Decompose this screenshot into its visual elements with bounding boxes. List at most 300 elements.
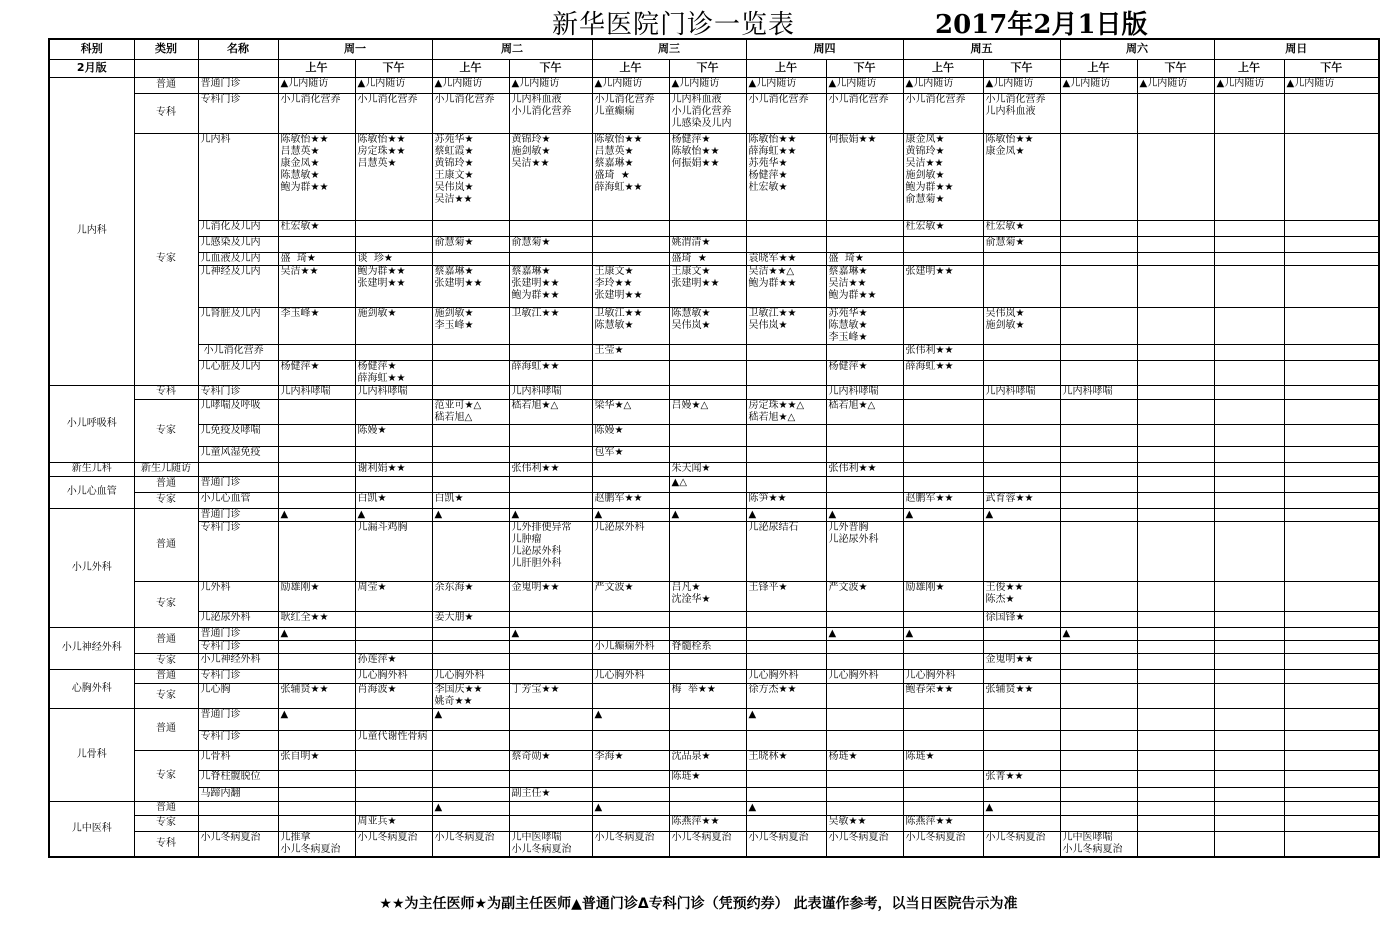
schedule-cell — [509, 669, 592, 683]
clinic-name-cell: 儿内科 — [198, 133, 278, 220]
schedule-cell — [509, 815, 592, 831]
schedule-cell — [1060, 508, 1137, 521]
schedule-cell: ▲ — [826, 508, 903, 521]
schedule-cell — [592, 385, 669, 399]
schedule-cell: 谢利娟★★ — [355, 462, 432, 476]
version-label: 2017年2月1日版 — [935, 10, 1148, 40]
schedule-cell — [1137, 750, 1214, 770]
dept-cell: 小儿神经外科 — [49, 627, 134, 669]
schedule-cell — [1214, 683, 1284, 708]
schedule-cell — [1284, 446, 1379, 462]
schedule-cell — [903, 730, 983, 750]
schedule-cell — [746, 424, 826, 446]
schedule-cell: 薛海虹★★ — [903, 360, 983, 385]
schedule-cell — [1214, 831, 1284, 857]
table-row — [49, 385, 1379, 399]
schedule-cell — [1137, 801, 1214, 815]
schedule-cell: 陈敏怡★★ 薛海虹★★ 苏苑华★ 杨健萍★ 杜宏敏★ — [746, 133, 826, 220]
schedule-cell — [1214, 627, 1284, 640]
schedule-cell: ▲ — [278, 627, 355, 640]
table-row — [49, 399, 1379, 424]
schedule-cell — [669, 730, 746, 750]
schedule-cell: 吴敏★★ — [826, 815, 903, 831]
schedule-cell: 儿外普胸 儿泌尿外科 — [826, 521, 903, 581]
schedule-cell — [1214, 344, 1284, 360]
schedule-cell: ▲ — [432, 708, 509, 730]
schedule-cell: ▲ — [983, 801, 1060, 815]
header-am: 上午 — [278, 59, 355, 77]
schedule-cell — [1214, 385, 1284, 399]
schedule-cell — [278, 462, 355, 476]
schedule-cell — [669, 611, 746, 627]
header-day: 周四 — [746, 39, 903, 59]
schedule-cell: 张辅贤★★ — [983, 683, 1060, 708]
schedule-cell — [355, 708, 432, 730]
schedule-cell — [826, 344, 903, 360]
schedule-cell: 小儿消化营养 儿内科血液 — [983, 93, 1060, 133]
schedule-cell: ▲ — [355, 508, 432, 521]
schedule-cell: 张伟利★★ — [903, 344, 983, 360]
schedule-cell — [355, 399, 432, 424]
schedule-cell — [432, 462, 509, 476]
schedule-cell: ▲ — [592, 708, 669, 730]
schedule-cell: 陈敏怡★★ 吕慧英★ 康金凤★ 陈慧敏★ 鲍为群★★ — [278, 133, 355, 220]
schedule-cell — [1060, 708, 1137, 730]
header-month: 2月版 — [49, 59, 134, 77]
schedule-cell — [746, 446, 826, 462]
schedule-cell — [1060, 446, 1137, 462]
header-am: 上午 — [592, 59, 669, 77]
schedule-cell: 杨健萍★ 陈敏怡★★ 何振娟★★ — [669, 133, 746, 220]
schedule-cell — [509, 476, 592, 492]
schedule-cell: 俞慧菊★ — [432, 236, 509, 252]
dept-cell: 儿骨科 — [49, 708, 134, 801]
clinic-schedule — [48, 38, 1380, 858]
schedule-cell — [1284, 801, 1379, 815]
schedule-cell: ▲儿内随访 — [1214, 77, 1284, 93]
schedule-cell: 陈燕萍★★ — [669, 815, 746, 831]
schedule-cell: 王康文★ 李玲★★ 张建明★★ — [592, 265, 669, 307]
schedule-cell: 儿推拿 小儿冬病夏治 — [278, 831, 355, 857]
schedule-cell — [432, 750, 509, 770]
type-cell: 专家 — [134, 492, 198, 508]
table-row — [49, 611, 1379, 627]
schedule-cell — [983, 265, 1060, 307]
table-row — [49, 236, 1379, 252]
schedule-cell: 儿童代谢性骨病 — [355, 730, 432, 750]
schedule-cell — [669, 801, 746, 815]
schedule-cell — [1284, 708, 1379, 730]
schedule-cell — [983, 750, 1060, 770]
schedule-cell — [355, 236, 432, 252]
schedule-cell: 蔡嘉琳★ 张建明★★ — [432, 265, 509, 307]
schedule-cell — [746, 815, 826, 831]
schedule-cell — [592, 236, 669, 252]
schedule-cell: 施剑敏★ 李玉峰★ — [432, 307, 509, 344]
schedule-cell: ▲儿内随访 — [432, 77, 509, 93]
clinic-name-cell: 专科门诊 — [198, 669, 278, 683]
schedule-cell — [1137, 770, 1214, 787]
schedule-cell — [1214, 399, 1284, 424]
schedule-cell — [432, 385, 509, 399]
schedule-cell — [826, 801, 903, 815]
schedule-cell: 鲍春荣★★ — [903, 683, 983, 708]
schedule-cell: 施剑敏★ — [355, 307, 432, 344]
clinic-name-cell: 儿脊柱髋脱位 — [198, 770, 278, 787]
schedule-cell: ▲ — [1060, 627, 1137, 640]
schedule-cell: ▲ — [432, 508, 509, 521]
schedule-cell — [592, 462, 669, 476]
schedule-cell — [983, 399, 1060, 424]
schedule-cell — [746, 627, 826, 640]
schedule-cell — [1137, 508, 1214, 521]
schedule-cell: ▲儿内随访 — [983, 77, 1060, 93]
schedule-cell — [1284, 581, 1379, 611]
table-row — [49, 708, 1379, 730]
schedule-cell: ▲儿内随访 — [746, 77, 826, 93]
schedule-cell — [1060, 360, 1137, 385]
dept-cell: 心胸外科 — [49, 669, 134, 708]
clinic-name-cell: 儿外科 — [198, 581, 278, 611]
schedule-cell — [903, 787, 983, 801]
schedule-cell: 小儿消化营养 — [432, 93, 509, 133]
schedule-cell — [903, 462, 983, 476]
type-cell: 普通 — [134, 476, 198, 492]
schedule-cell: 姜大朋★ — [432, 611, 509, 627]
schedule-cell: 蔡嘉琳★ 张建明★★ 鲍为群★★ — [509, 265, 592, 307]
header-day: 周二 — [432, 39, 592, 59]
table-row — [49, 730, 1379, 750]
schedule-cell: 耿红全★★ — [278, 611, 355, 627]
schedule-cell — [355, 801, 432, 815]
schedule-cell: 金嵬明★★ — [509, 581, 592, 611]
schedule-cell: 王俊★★ 陈杰★ — [983, 581, 1060, 611]
schedule-cell — [1137, 640, 1214, 653]
schedule-cell — [1214, 669, 1284, 683]
schedule-cell — [278, 669, 355, 683]
schedule-cell — [1214, 492, 1284, 508]
schedule-cell — [355, 611, 432, 627]
schedule-cell — [1060, 399, 1137, 424]
schedule-cell — [592, 476, 669, 492]
schedule-cell — [1060, 462, 1137, 476]
schedule-cell: 儿漏斗鸡胸 — [355, 521, 432, 581]
schedule-cell: 杨健萍★ — [278, 360, 355, 385]
header-day: 周五 — [903, 39, 1060, 59]
clinic-name-cell: 小儿神经外科 — [198, 653, 278, 669]
schedule-cell: 何振娟★★ — [826, 133, 903, 220]
schedule-cell: 盛 琦★ — [278, 252, 355, 265]
schedule-cell — [746, 787, 826, 801]
schedule-cell — [1137, 360, 1214, 385]
type-cell: 普通 — [134, 801, 198, 815]
schedule-cell: 儿内科哮喘 — [826, 385, 903, 399]
schedule-cell: 张菁★★ — [983, 770, 1060, 787]
schedule-cell — [1137, 492, 1214, 508]
clinic-name-cell: 小儿冬病夏治 — [198, 831, 278, 857]
type-cell: 专家 — [134, 581, 198, 627]
dept-cell: 小儿心血管 — [49, 476, 134, 508]
schedule-cell — [903, 770, 983, 787]
clinic-name-cell — [198, 801, 278, 815]
schedule-cell: 励雄刚★ — [903, 581, 983, 611]
type-cell: 专家 — [134, 653, 198, 669]
header-pm: 下午 — [983, 59, 1060, 77]
schedule-cell — [1137, 708, 1214, 730]
schedule-cell: 陈敏怡★★ 吕慧英★ 蔡嘉琳★ 盛琦 ★ 薛海虹★★ — [592, 133, 669, 220]
schedule-cell: 俞慧菊★ — [509, 236, 592, 252]
table-row — [49, 446, 1379, 462]
header-day: 周一 — [278, 39, 432, 59]
schedule-cell: 陈慧敏★ 吴伟岚★ — [669, 307, 746, 344]
clinic-name-cell: 儿神经及儿内 — [198, 265, 278, 307]
schedule-cell: 小儿冬病夏治 — [592, 831, 669, 857]
schedule-cell: 儿内科哮喘 — [355, 385, 432, 399]
schedule-cell — [1137, 831, 1214, 857]
schedule-cell — [1284, 385, 1379, 399]
schedule-cell: 儿心胸外科 — [432, 669, 509, 683]
schedule-cell — [983, 462, 1060, 476]
schedule-cell — [1284, 93, 1379, 133]
schedule-cell — [983, 627, 1060, 640]
schedule-cell — [1137, 133, 1214, 220]
type-cell: 专家 — [134, 683, 198, 708]
schedule-cell — [432, 787, 509, 801]
schedule-cell: 谈 珍★ — [355, 252, 432, 265]
schedule-cell — [278, 399, 355, 424]
schedule-cell: ▲ — [746, 801, 826, 815]
schedule-cell — [746, 344, 826, 360]
schedule-cell — [278, 815, 355, 831]
schedule-cell — [826, 730, 903, 750]
schedule-cell: 儿泌尿外科 — [592, 521, 669, 581]
schedule-cell — [826, 770, 903, 787]
schedule-cell — [826, 683, 903, 708]
header-am: 上午 — [903, 59, 983, 77]
schedule-cell: 蔡奇勋★ — [509, 750, 592, 770]
schedule-cell: ▲儿内随访 — [278, 77, 355, 93]
document-title — [0, 4, 1397, 38]
schedule-cell: 嵇若旭★△ — [509, 399, 592, 424]
schedule-cell — [432, 446, 509, 462]
schedule-cell: 李国庆★★ 姚奇★★ — [432, 683, 509, 708]
schedule-cell — [1284, 462, 1379, 476]
schedule-cell: 陈燕萍★★ — [903, 815, 983, 831]
table-row — [49, 508, 1379, 521]
schedule-cell — [432, 730, 509, 750]
table-row — [49, 265, 1379, 307]
type-cell: 专家 — [134, 815, 198, 831]
schedule-cell — [669, 360, 746, 385]
schedule-cell: 沈品泉★ — [669, 750, 746, 770]
table-row — [49, 133, 1379, 220]
schedule-cell — [1214, 801, 1284, 815]
schedule-cell — [1137, 521, 1214, 581]
schedule-cell — [826, 611, 903, 627]
type-cell: 普通 — [134, 669, 198, 683]
schedule-cell — [983, 708, 1060, 730]
schedule-cell: 吕凡★ 沈淦华★ — [669, 581, 746, 611]
schedule-cell — [1284, 521, 1379, 581]
clinic-name-cell — [198, 462, 278, 476]
clinic-name-cell: 马蹄内翻 — [198, 787, 278, 801]
schedule-cell — [669, 220, 746, 236]
header-am: 上午 — [1214, 59, 1284, 77]
schedule-cell — [1137, 787, 1214, 801]
schedule-cell: 小儿消化营养 儿童癫痫 — [592, 93, 669, 133]
table-row — [49, 669, 1379, 683]
schedule-cell: 严文波★ — [592, 581, 669, 611]
schedule-cell — [1284, 730, 1379, 750]
schedule-cell — [355, 640, 432, 653]
schedule-cell — [1060, 344, 1137, 360]
schedule-cell: ▲儿内随访 — [669, 77, 746, 93]
schedule-cell — [278, 640, 355, 653]
schedule-cell — [669, 492, 746, 508]
schedule-cell: ▲ — [826, 627, 903, 640]
schedule-cell: ▲ — [278, 708, 355, 730]
schedule-cell: 励雄刚★ — [278, 581, 355, 611]
schedule-cell — [746, 360, 826, 385]
schedule-cell: ▲ — [592, 801, 669, 815]
header-pm: 下午 — [509, 59, 592, 77]
table-row — [49, 683, 1379, 708]
schedule-cell — [1137, 730, 1214, 750]
type-cell: 专家 — [134, 133, 198, 385]
header-blank — [198, 59, 278, 77]
schedule-cell — [826, 220, 903, 236]
schedule-cell: ▲ — [903, 508, 983, 521]
type-cell: 新生儿随访 — [134, 462, 198, 476]
schedule-cell — [1137, 462, 1214, 476]
schedule-cell: 张辅贤★★ — [278, 683, 355, 708]
schedule-cell — [746, 640, 826, 653]
schedule-cell — [1284, 236, 1379, 252]
schedule-cell — [669, 424, 746, 446]
header-row-days — [49, 39, 1379, 59]
schedule-cell — [432, 627, 509, 640]
schedule-cell — [1284, 787, 1379, 801]
header-blank — [134, 59, 198, 77]
schedule-cell — [1284, 476, 1379, 492]
schedule-cell: 小儿消化营养 — [826, 93, 903, 133]
table-row — [49, 627, 1379, 640]
schedule-cell: 袁晓军★★ — [746, 252, 826, 265]
schedule-cell — [1214, 265, 1284, 307]
clinic-name-cell: 儿心脏及儿内 — [198, 360, 278, 385]
schedule-cell — [1060, 611, 1137, 627]
schedule-cell: 杜宏敏★ — [903, 220, 983, 236]
dept-cell: 儿中医科 — [49, 801, 134, 857]
schedule-cell — [432, 252, 509, 265]
clinic-name-cell: 儿肾脏及儿内 — [198, 307, 278, 344]
schedule-cell — [1060, 476, 1137, 492]
schedule-cell — [669, 385, 746, 399]
legend-note: ★★为主任医师★为副主任医师▲普通门诊Δ专科门诊（凭预约券） 此表谨作参考，以当日医院告示为准 — [379, 896, 1018, 912]
table-row — [49, 220, 1379, 236]
schedule-cell — [1214, 708, 1284, 730]
schedule-cell: 小儿冬病夏治 — [983, 831, 1060, 857]
schedule-cell — [903, 446, 983, 462]
schedule-cell — [1214, 787, 1284, 801]
schedule-cell: ▲ — [746, 508, 826, 521]
schedule-cell — [1214, 93, 1284, 133]
schedule-cell: ▲儿内随访 — [1137, 77, 1214, 93]
schedule-cell — [1060, 787, 1137, 801]
schedule-cell — [592, 683, 669, 708]
schedule-cell: 副主任★ — [509, 787, 592, 801]
schedule-cell — [1137, 344, 1214, 360]
schedule-cell: 李海★ — [592, 750, 669, 770]
schedule-cell: ▲ — [278, 508, 355, 521]
type-cell: 专科 — [134, 385, 198, 399]
schedule-cell: 小儿消化营养 — [355, 93, 432, 133]
clinic-name-cell: 小儿消化营养 — [198, 344, 278, 360]
schedule-cell — [1284, 627, 1379, 640]
schedule-cell — [903, 307, 983, 344]
schedule-cell — [746, 730, 826, 750]
schedule-cell — [903, 653, 983, 669]
schedule-cell: ▲ — [509, 508, 592, 521]
schedule-cell — [983, 424, 1060, 446]
table-row — [49, 581, 1379, 611]
schedule-cell: 蔡嘉琳★ 吴洁★★ 鲍为群★★ — [826, 265, 903, 307]
schedule-cell — [903, 476, 983, 492]
schedule-cell: 白凯★ — [432, 492, 509, 508]
schedule-cell: 赵鹏军★★ — [592, 492, 669, 508]
schedule-cell — [355, 770, 432, 787]
schedule-cell — [278, 344, 355, 360]
schedule-cell — [1214, 508, 1284, 521]
schedule-cell: 脊髓栓系 — [669, 640, 746, 653]
table-row — [49, 252, 1379, 265]
schedule-cell — [1284, 669, 1379, 683]
schedule-cell: 卫敏江★★ 陈慧敏★ — [592, 307, 669, 344]
schedule-cell: 陈琏★ — [903, 750, 983, 770]
schedule-cell: 吕嫚★△ — [669, 399, 746, 424]
clinic-name-cell: 普通门诊 — [198, 77, 278, 93]
schedule-cell — [1214, 446, 1284, 462]
schedule-cell: 张建明★★ — [903, 265, 983, 307]
schedule-cell — [509, 220, 592, 236]
schedule-cell — [1060, 683, 1137, 708]
schedule-cell — [1284, 770, 1379, 787]
schedule-cell — [278, 236, 355, 252]
schedule-cell — [1284, 252, 1379, 265]
clinic-name-cell: 专科门诊 — [198, 93, 278, 133]
schedule-cell — [746, 236, 826, 252]
type-cell: 普通 — [134, 627, 198, 653]
schedule-cell: ▲儿内随访 — [826, 77, 903, 93]
schedule-cell — [746, 385, 826, 399]
schedule-cell — [509, 344, 592, 360]
schedule-cell — [1284, 611, 1379, 627]
schedule-cell: 张伟利★★ — [509, 462, 592, 476]
clinic-name-cell: 专科门诊 — [198, 730, 278, 750]
schedule-cell: 白凯★ — [355, 492, 432, 508]
schedule-cell: 周亚兵★ — [355, 815, 432, 831]
schedule-cell: 肖海波★ — [355, 683, 432, 708]
schedule-cell: 陈敏怡★★ 房定珠★★ 吕慧英★ — [355, 133, 432, 220]
schedule-cell — [1284, 360, 1379, 385]
clinic-name-cell: 儿骨科 — [198, 750, 278, 770]
type-cell: 普通 — [134, 77, 198, 93]
schedule-cell: 儿中医哮喘 小儿冬病夏治 — [1060, 831, 1137, 857]
schedule-cell — [669, 653, 746, 669]
table-row — [49, 93, 1379, 133]
schedule-cell — [1214, 730, 1284, 750]
schedule-cell — [669, 521, 746, 581]
